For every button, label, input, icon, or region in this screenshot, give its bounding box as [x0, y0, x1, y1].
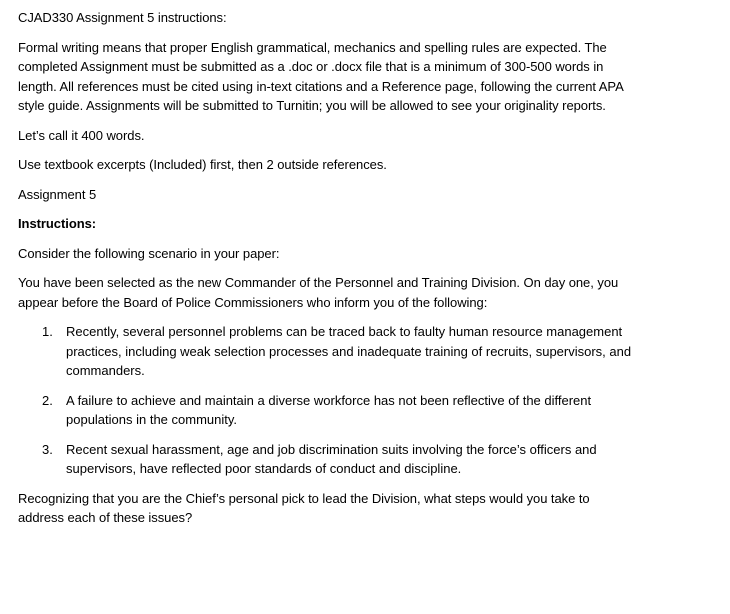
instructions-heading: Instructions:	[18, 216, 97, 231]
scenario-paragraph: You have been selected as the new Commander of the Personnel and Training Division. On day one, you appear before the Board of Police Commissioners who inform you of the following:	[18, 275, 619, 310]
list-item	[18, 391, 626, 430]
list-item-text: Recently, several personnel problems can be traced back to faulty human resource management practices, including weak selection processes and inadequate training of recruits, supervisors, and commanders.	[66, 324, 632, 378]
assignment-label: Assignment 5	[18, 186, 97, 202]
list-item	[18, 322, 644, 381]
list-item-number: 3.	[42, 441, 53, 457]
list-item-number: 1.	[42, 324, 53, 339]
document-title: CJAD330 Assignment 5 instructions:	[18, 10, 227, 25]
sources-paragraph: Use textbook excerpts (Included) first, then 2 outside references.	[18, 157, 387, 172]
list-item	[18, 440, 632, 479]
scenario-intro: Consider the following scenario in your paper:	[18, 245, 280, 261]
list-item-text: A failure to achieve and maintain a diverse workforce has not been reflective of the different populations in the community.	[66, 392, 592, 427]
list-item-number: 2.	[42, 392, 53, 408]
writing-requirements-paragraph: Formal writing means that proper English grammatical, mechanics and spelling rules are expected. The completed Assignment must be submitted as a .doc or .docx file that is a minimum of 300-500 words in length. All references must be cited using in-text citations and a Reference page, following the current APA style guide. Assignments will be submitted to Turnitin; you will be allowed to see your originality reports.	[18, 39, 623, 113]
list-item-text: Recent sexual harassment, age and job discrimination suits involving the force’s officers and supervisors, have reflected poor standards of conduct and discipline.	[66, 441, 597, 476]
word-count-paragraph: Let’s call it 400 words.	[18, 127, 145, 143]
issues-list	[18, 322, 712, 479]
closing-question: Recognizing that you are the Chief’s personal pick to lead the Division, what steps would you take to address each of these issues?	[18, 490, 590, 525]
